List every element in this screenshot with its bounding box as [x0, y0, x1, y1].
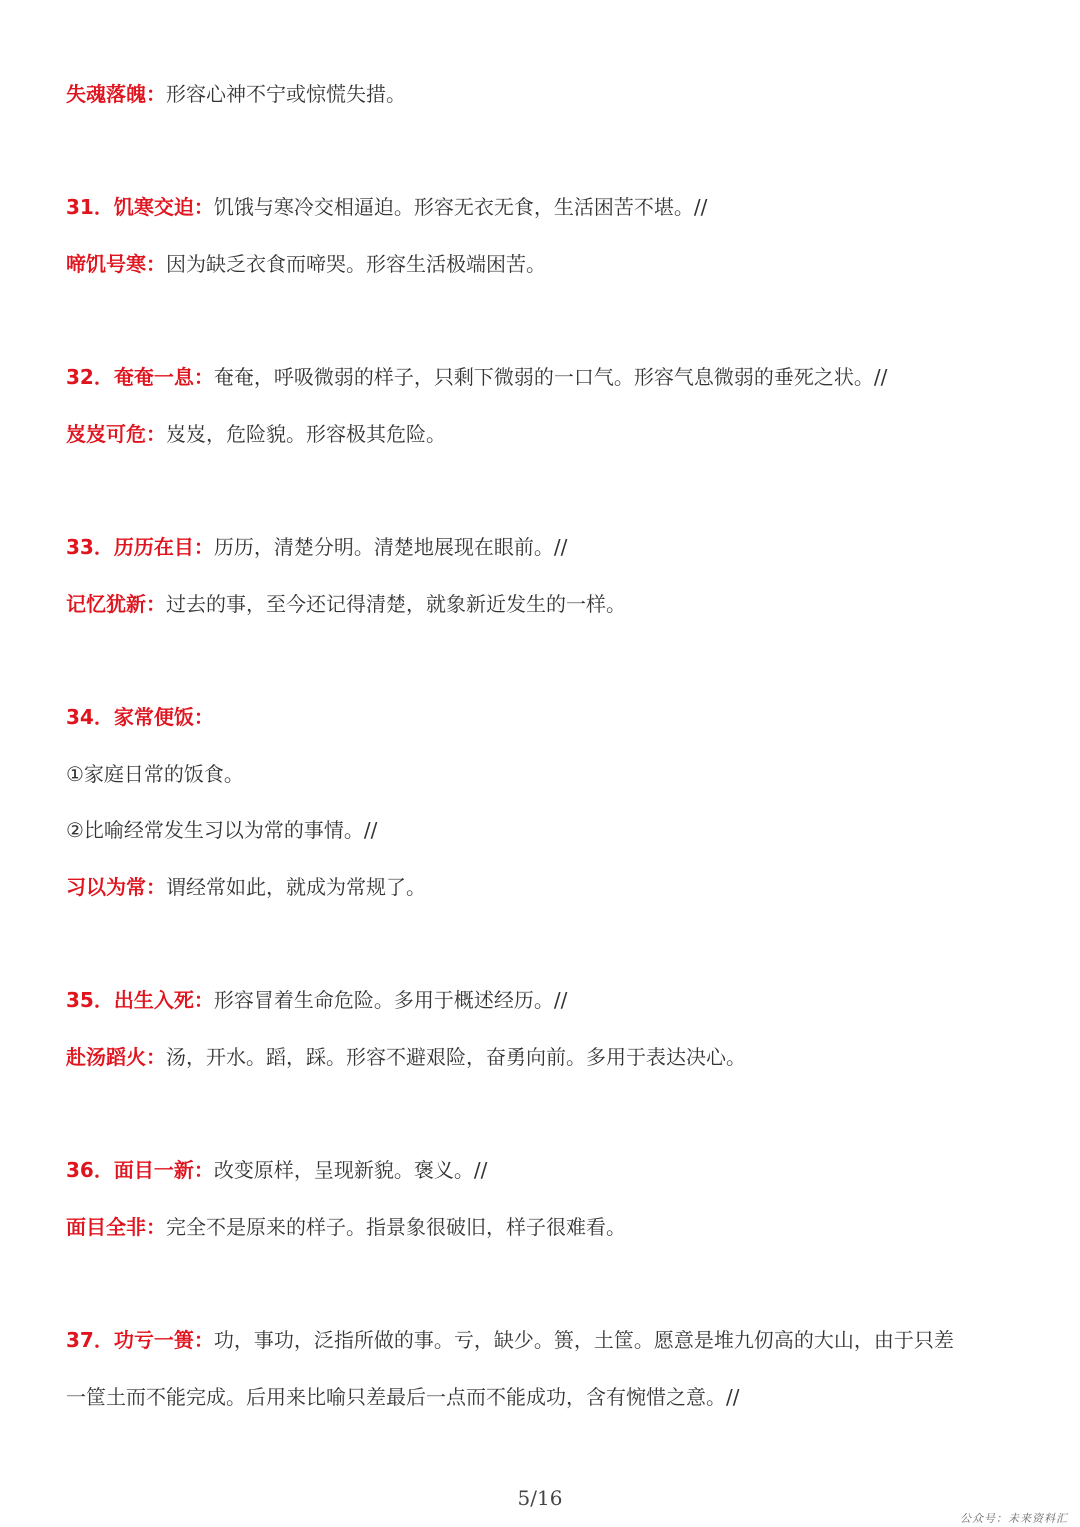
- entry-line: [66, 1383, 1020, 1411]
- idiom-definition: 汤，开水。蹈，踩。形容不避艰险，奋勇向前。多用于表达决心。: [166, 1045, 746, 1069]
- idiom-term: 习以为常：: [66, 875, 166, 899]
- idiom-definition: 谓经常如此，就成为常规了。: [166, 875, 426, 899]
- entry-line: [66, 873, 1020, 901]
- entry-line: [66, 1326, 1020, 1354]
- idiom-term: 35．出生入死：: [66, 988, 214, 1012]
- watermark: 公众号：未来资料汇: [960, 1512, 1068, 1525]
- idiom-definition: 功，事功，泛指所做的事。亏，缺少。篑，土筐。愿意是堆九仞高的大山，由于只差: [213, 1328, 954, 1352]
- idiom-definition: 一筐土而不能完成。后用来比喻只差最后一点而不能成功，含有惋惜之意。//: [66, 1385, 740, 1409]
- idiom-definition: 奄奄，呼吸微弱的样子，只剩下微弱的一口气。形容气息微弱的垂死之状。//: [213, 365, 888, 389]
- idiom-definition: 形容心神不宁或惊慌失措。: [166, 82, 406, 106]
- idiom-definition: 形容冒着生命危险。多用于概述经历。//: [213, 988, 568, 1012]
- idiom-definition: 过去的事，至今还记得清楚，就象新近发生的一样。: [166, 592, 626, 616]
- idiom-term: 36．面目一新：: [66, 1158, 214, 1182]
- entry-line: [66, 986, 1020, 1014]
- idiom-term: 失魂落魄：: [66, 82, 166, 106]
- entry-line: [66, 816, 1020, 844]
- entry-line: [66, 420, 1020, 448]
- entry-line: [66, 250, 1020, 278]
- entry-line: [66, 1043, 1020, 1071]
- idiom-term: 岌岌可危：: [66, 422, 166, 446]
- idiom-term: 32．奄奄一息：: [66, 365, 214, 389]
- entry-line: [66, 80, 1020, 108]
- idiom-term: 面目全非：: [66, 1215, 166, 1239]
- entry-line: [66, 363, 1020, 391]
- idiom-term: 37．功亏一篑：: [66, 1328, 214, 1352]
- idiom-definition: 饥饿与寒冷交相逼迫。形容无衣无食，生活困苦不堪。//: [213, 195, 708, 219]
- entry-line: [66, 193, 1020, 221]
- idiom-term: 33．历历在目：: [66, 535, 214, 559]
- idiom-definition: 因为缺乏衣食而啼哭。形容生活极端困苦。: [166, 252, 546, 276]
- idiom-definition: 完全不是原来的样子。指景象很破旧，样子很难看。: [166, 1215, 626, 1239]
- idiom-definition: ①家庭日常的饭食。: [66, 762, 244, 786]
- idiom-term: 31．饥寒交迫：: [66, 195, 214, 219]
- entry-line: [66, 590, 1020, 618]
- idiom-term: 赴汤蹈火：: [66, 1045, 166, 1069]
- entry-line: [66, 1213, 1020, 1241]
- idiom-definition: 岌岌，危险貌。形容极其危险。: [166, 422, 446, 446]
- entry-line: [66, 760, 1020, 788]
- entry-line: [66, 533, 1020, 561]
- idiom-definition: 改变原样，呈现新貌。褒义。//: [213, 1158, 488, 1182]
- idiom-term: 34．家常便饭：: [66, 705, 214, 729]
- idiom-term: 啼饥号寒：: [66, 252, 166, 276]
- idiom-definition: ②比喻经常发生习以为常的事情。//: [66, 818, 378, 842]
- entry-line: [66, 1156, 1020, 1184]
- idiom-term: 记忆犹新：: [66, 592, 166, 616]
- page-number: 5/16: [517, 1486, 563, 1510]
- entry-line: [66, 703, 1020, 731]
- idiom-definition: 历历，清楚分明。清楚地展现在眼前。//: [213, 535, 568, 559]
